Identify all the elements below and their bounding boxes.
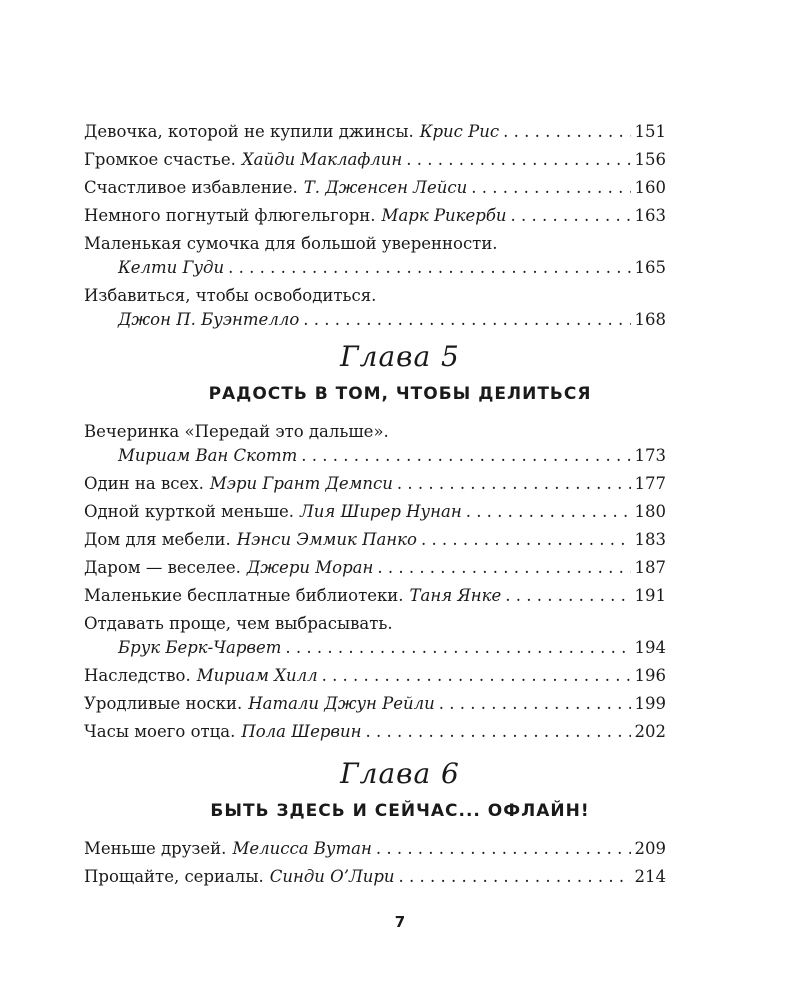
entry-title: Даром — веселее.: [84, 558, 241, 577]
entry-author: Таня Янке: [409, 586, 502, 605]
dot-leader: [399, 865, 631, 889]
toc-entry: [84, 204, 666, 228]
toc-entry: [84, 420, 666, 468]
entry-author: Крис Рис: [419, 122, 500, 141]
entry-page-number: 183: [634, 530, 666, 549]
entry-title: Девочка, которой не купили джинсы.: [84, 122, 414, 141]
dot-leader: [322, 664, 631, 688]
entry-page-number: 191: [634, 586, 666, 605]
toc-entry: [84, 284, 666, 332]
dot-leader: [301, 444, 630, 468]
toc-entry: [84, 865, 666, 889]
entry-page-number: 187: [634, 558, 666, 577]
entry-author: Марк Рикерби: [381, 206, 507, 225]
dot-leader: [366, 720, 631, 744]
toc-entry: [84, 612, 666, 660]
entry-title: Громкое счастье.: [84, 150, 236, 169]
entry-title: Дом для мебели.: [84, 530, 231, 549]
entry-title: Немного погнутый флюгельгорн.: [84, 206, 376, 225]
toc-section-chapter-6: [84, 837, 666, 893]
entry-author: Лия Ширер Нунан: [300, 502, 462, 521]
entry-page-number: 156: [634, 150, 666, 169]
toc-entry: [84, 148, 666, 172]
entry-page-number: 163: [634, 206, 666, 225]
entry-author: Мэри Грант Демпси: [209, 474, 393, 493]
dot-leader: [421, 528, 631, 552]
entry-title: Наследство.: [84, 666, 191, 685]
entry-title: Маленькие бесплатные библиотеки.: [84, 586, 404, 605]
entry-page-number: 177: [634, 474, 666, 493]
entry-author: Пола Шервин: [241, 722, 362, 741]
dot-leader: [397, 472, 631, 496]
entry-page-number: 196: [634, 666, 666, 685]
toc-entry: [84, 120, 666, 144]
entry-title: Одной курткой меньше.: [84, 502, 294, 521]
entry-page-number: 209: [634, 839, 666, 858]
entry-author: Джери Моран: [246, 558, 374, 577]
entry-page-number: 202: [634, 722, 666, 741]
entry-title: Меньше друзей.: [84, 839, 227, 858]
entry-page-number: 165: [634, 258, 666, 277]
dot-leader: [377, 556, 630, 580]
entry-author: Хайди Маклафлин: [241, 150, 403, 169]
dot-leader: [466, 500, 631, 524]
entry-page-number: 199: [634, 694, 666, 713]
entry-title: Прощайте, сериалы.: [84, 867, 264, 886]
toc-entry: [84, 720, 666, 744]
entry-author: Джон П. Буэнтелло: [118, 310, 300, 329]
toc-section-chapter-5: [84, 420, 666, 748]
dot-leader: [471, 176, 630, 200]
entry-page-number: 168: [634, 310, 666, 329]
entry-author: Мириам Ван Скотт: [118, 446, 298, 465]
toc-entry: [84, 584, 666, 608]
entry-author: Келти Гуди: [118, 258, 225, 277]
entry-page-number: 194: [634, 638, 666, 657]
chapter-5-title: РАДОСТЬ В ТОМ, ЧТОБЫ ДЕЛИТЬСЯ: [208, 384, 592, 404]
toc-entry: [84, 500, 666, 524]
chapter-5-label: Глава 5: [340, 340, 460, 373]
entry-title: Отдавать проще, чем выбрасывать.: [84, 614, 393, 633]
toc-entry: [84, 176, 666, 200]
dot-leader: [511, 204, 631, 228]
entry-author: Натали Джун Рейли: [248, 694, 435, 713]
toc-entry: [84, 664, 666, 688]
entry-author: Мириам Хилл: [196, 666, 318, 685]
toc-section-previous: [84, 120, 666, 336]
entry-title: Счастливое избавление.: [84, 178, 298, 197]
entry-page-number: 151: [634, 122, 666, 141]
entry-title: Один на всех.: [84, 474, 204, 493]
toc-entry: [84, 837, 666, 861]
entry-author: Синди О’Лири: [269, 867, 395, 886]
dot-leader: [503, 120, 630, 144]
entry-title: Избавиться, чтобы освободиться.: [84, 286, 377, 305]
dot-leader: [376, 837, 631, 861]
dot-leader: [439, 692, 631, 716]
toc-entry: [84, 556, 666, 580]
toc-entry: [84, 528, 666, 552]
chapter-6-title: БЫТЬ ЗДЕСЬ И СЕЙЧАС... ОФЛАЙН!: [210, 801, 590, 821]
entry-author: Мелисса Вутан: [232, 839, 372, 858]
dot-leader: [406, 148, 630, 172]
toc-entry: [84, 692, 666, 716]
dot-leader: [228, 256, 630, 280]
dot-leader: [303, 308, 630, 332]
entry-title: Вечеринка «Передай это дальше».: [84, 422, 389, 441]
entry-page-number: 160: [634, 178, 666, 197]
dot-leader: [285, 636, 630, 660]
dot-leader: [505, 584, 630, 608]
chapter-6-label: Глава 6: [340, 757, 460, 790]
entry-page-number: 214: [634, 867, 666, 886]
entry-title: Часы моего отца.: [84, 722, 236, 741]
entry-title: Маленькая сумочка для большой уверенности.: [84, 234, 498, 253]
entry-page-number: 180: [634, 502, 666, 521]
entry-author: Нэнси Эммик Панко: [236, 530, 417, 549]
page-number: 7: [394, 913, 406, 931]
toc-entry: [84, 472, 666, 496]
entry-page-number: 173: [634, 446, 666, 465]
toc-entry: [84, 232, 666, 280]
entry-author: Т. Дженсен Лейси: [303, 178, 468, 197]
entry-author: Брук Берк-Чарвет: [118, 638, 282, 657]
entry-title: Уродливые носки.: [84, 694, 243, 713]
